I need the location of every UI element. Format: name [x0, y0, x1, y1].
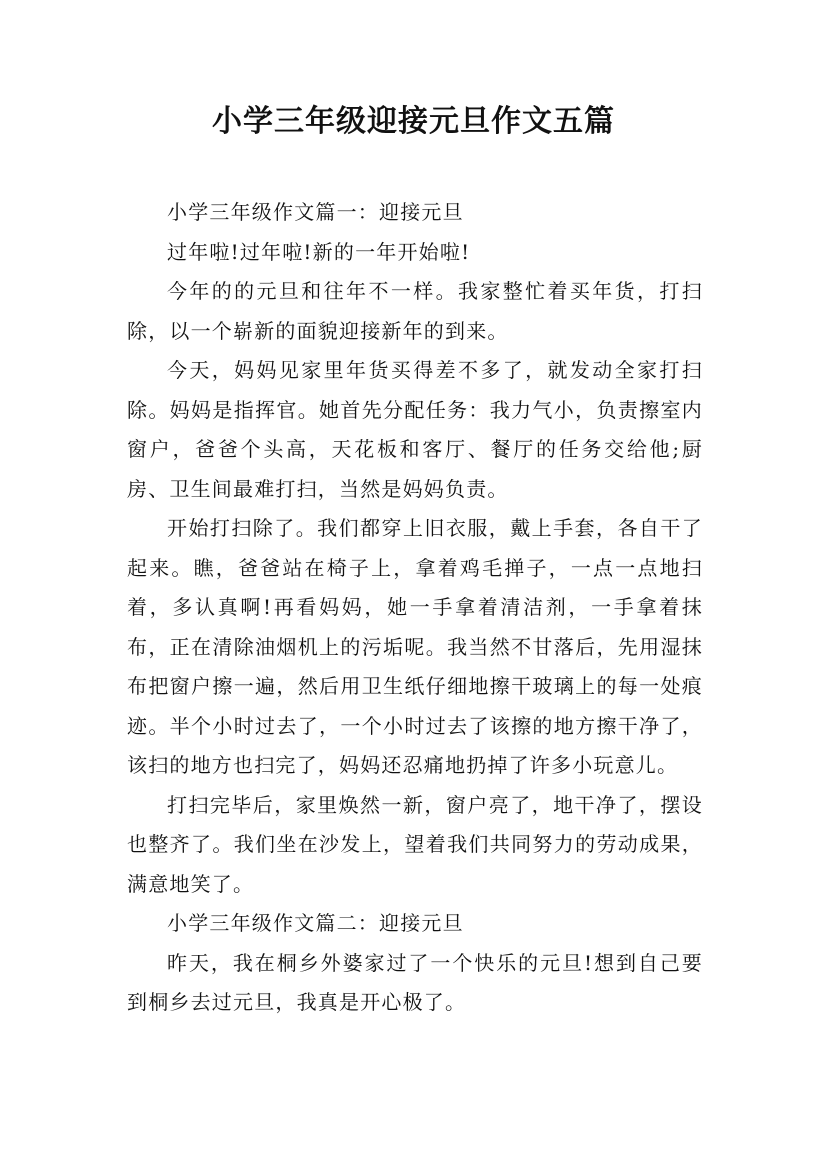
paragraph: 过年啦!过年啦!新的一年开始啦!: [167, 239, 471, 264]
paragraph: 打扫完毕后，家里焕然一新，窗户亮了，地干净了，摆设也整齐了。我们坐在沙发上，望着我们共同努力的劳动成果，满意地笑了。: [127, 792, 703, 896]
document-body: [127, 193, 703, 1023]
paragraph: 开始打扫除了。我们都穿上旧衣服，戴上手套，各自干了起来。瞧，爸爸站在椅子上，拿着鸡毛掸子，一点一点地扫着，多认真啊!再看妈妈，她一手拿着清洁剂，一手拿着抹布，正在清除油烟机上的污垢呢。我当然不甘落后，先用湿抹布把窗户擦一遍，然后用卫生纸仔细地擦干玻璃上的每一处痕迹。半个小时过去了，一个小时过去了该擦的地方擦干净了，该扫的地方也扫完了，妈妈还忍痛地扔掉了许多小玩意儿。: [127, 516, 703, 777]
paragraph: 今年的的元旦和往年不一样。我家整忙着买年货，打扫除，以一个崭新的面貌迎接新年的到来。: [127, 279, 703, 343]
paragraph: 今天，妈妈见家里年货买得差不多了，就发动全家打扫除。妈妈是指挥官。她首先分配任务：我力气小，负责擦室内窗户，爸爸个头高，天花板和客厅、餐厅的任务交给他;厨房、卫生间最难打扫，当然是妈妈负责。: [127, 358, 703, 501]
section-heading-1: 小学三年级作文篇一：迎接元旦: [167, 200, 464, 224]
paragraph: 昨天，我在桐乡外婆家过了一个快乐的元旦!想到自己要到桐乡去过元旦，我真是开心极了。: [127, 950, 703, 1014]
section-heading-2: 小学三年级作文篇二：迎接元旦: [167, 911, 464, 935]
document-title: 小学三年级迎接元旦作文五篇: [212, 104, 615, 139]
